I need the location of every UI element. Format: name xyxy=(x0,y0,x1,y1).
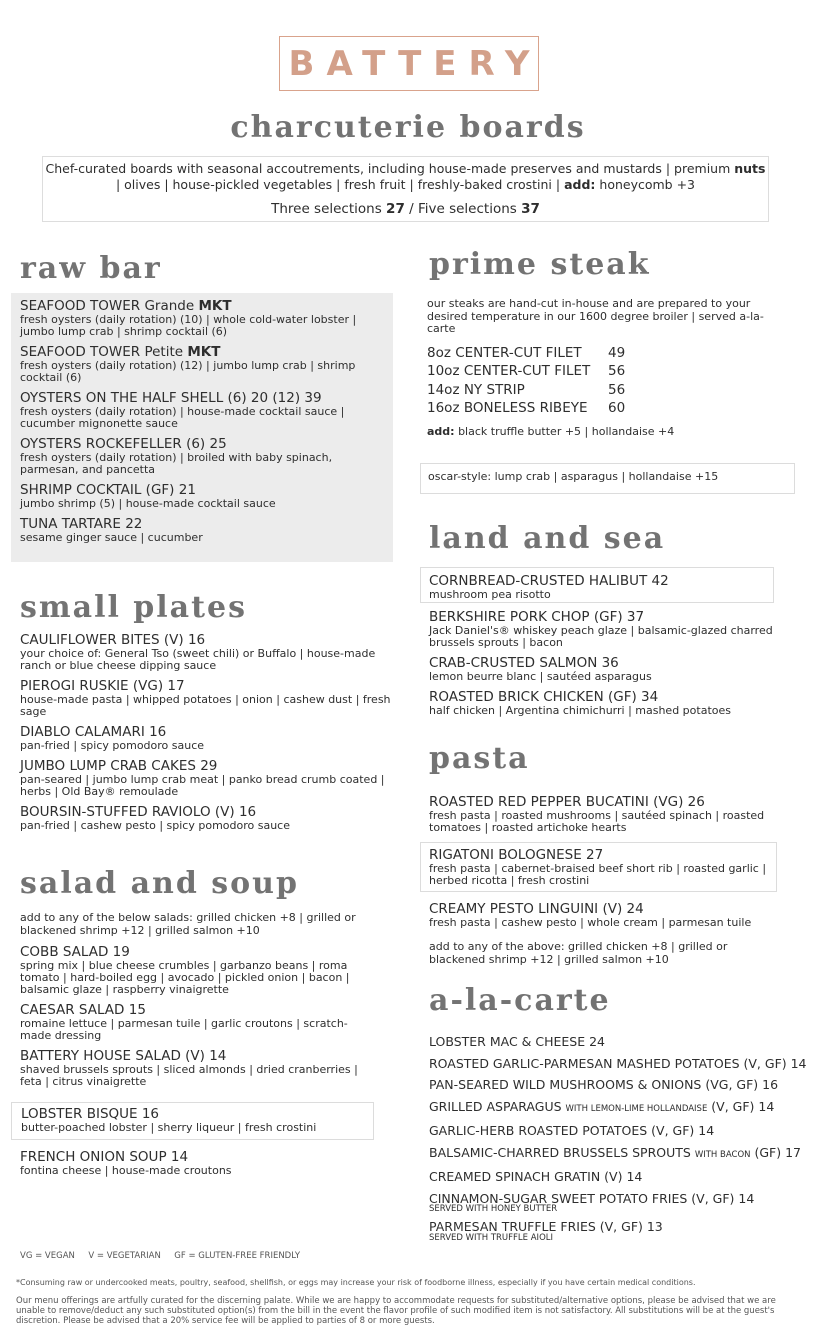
small-plates-section xyxy=(20,633,395,839)
menu-item: CAULIFLOWER BITES (V) 16 your choice of: General Tso (sweet chili) or Buffalo | house-made ranch or blue cheese dipping sauce xyxy=(20,632,376,672)
side-item: PAN-SEARED WILD MUSHROOMS & ONIONS (VG, GF) 16 xyxy=(429,1077,779,1092)
side-item: BALSAMIC-CHARRED BRUSSELS SPROUTS WITH BACON (GF) 17 xyxy=(429,1144,801,1160)
menu-item: CRAB-CRUSTED SALMON 36 lemon beurre blanc | sautéed asparagus xyxy=(429,655,652,683)
side-item: PARMESAN TRUFFLE FRIES (V, GF) 13 xyxy=(429,1219,663,1234)
steak-row: 16oz BONELESS RIBEYE 60 xyxy=(427,400,626,416)
oscar-style-box: oscar-style: lump crab | asparagus | hollandaise +15 xyxy=(420,463,795,494)
menu-item: OYSTERS ROCKEFELLER (6) 25 fresh oysters (daily rotation) | broiled with baby spinach, parmesan, and pancetta xyxy=(20,436,333,476)
prime-steak-section xyxy=(427,298,767,438)
menu-item: BERKSHIRE PORK CHOP (GF) 37 Jack Daniel's® whiskey peach glaze | balsamic-glazed charred brussels sprouts | bacon xyxy=(429,609,773,649)
steak-row: 14oz NY STRIP 56 xyxy=(427,381,626,398)
menu-item: PIEROGI RUSKIE (VG) 17 house-made pasta | whipped potatoes | onion | cashew dust | fresh sage xyxy=(20,678,391,718)
halibut-box: CORNBREAD-CRUSTED HALIBUT 42 mushroom pea risotto xyxy=(420,567,774,603)
charcuterie-selections: Three selections 27 / Five selections 37 xyxy=(271,201,540,217)
side-item: GARLIC-HERB ROASTED POTATOES (V, GF) 14 xyxy=(429,1123,715,1138)
side-item: GRILLED ASPARAGUS WITH LEMON-LIME HOLLANDAISE (V, GF) 14 xyxy=(429,1098,775,1114)
menu-item: OYSTERS ON THE HALF SHELL (6) 20 (12) 39 fresh oysters (daily rotation) | house-made cocktail sauce | cucumber mignonette sauce xyxy=(20,390,345,430)
side-item: LOBSTER MAC & CHEESE 24 xyxy=(429,1034,606,1049)
prime-steak-title: prime steak xyxy=(429,247,651,282)
menu-item: ROASTED BRICK CHICKEN (GF) 34 half chicken | Argentina chimichurri | mashed potatoes xyxy=(429,689,731,717)
land-sea-section xyxy=(429,610,779,724)
pasta-item-bucatini: ROASTED RED PEPPER BUCATINI (VG) 26 fresh pasta | roasted mushrooms | sautéed spinach | roasted tomatoes | roasted artichoke hearts xyxy=(429,794,765,834)
raw-bar-section xyxy=(11,293,393,562)
salad-add-note: add to any of the below salads: grilled chicken +8 | grilled or blackened shrimp +12 | grilled salmon +10 xyxy=(20,911,356,937)
menu-item: SHRIMP COCKTAIL (GF) 21 jumbo shrimp (5) | house-made cocktail sauce xyxy=(20,482,276,510)
pasta-title: pasta xyxy=(429,741,530,776)
pasta-add-note: add to any of the above: grilled chicken +8 | grilled or blackened shrimp +12 | grilled salmon +10 xyxy=(429,940,728,966)
brand-logo xyxy=(279,36,542,91)
charcuterie-box xyxy=(42,156,769,222)
rigatoni-box: RIGATONI BOLOGNESE 27 fresh pasta | cabernet-braised beef short rib | roasted garlic | herbed ricotta | fresh crostini xyxy=(420,842,777,892)
menu-item: TUNA TARTARE 22 sesame ginger sauce | cucumber xyxy=(20,516,203,544)
steak-row: 10oz CENTER-CUT FILET 56 xyxy=(427,363,626,379)
menu-item: BOURSIN-STUFFED RAVIOLO (V) 16 pan-fried | cashew pesto | spicy pomodoro sauce xyxy=(20,804,290,832)
side-item-note: SERVED WITH TRUFFLE AIOLI xyxy=(429,1232,553,1243)
menu-item: BATTERY HOUSE SALAD (V) 14 shaved brussels sprouts | sliced almonds | dried cranberries | feta | citrus vinaigrette xyxy=(20,1048,358,1088)
policy-note: Our menu offerings are artfully curated for the discerning palate. While we are happy to accommodate requests for substituted/alternative options, please be advised that we are unable to remove/deduct any such substituted option(s) from the bill in the event the flavor profile of such modified item is not satisfactory. All substitutions will be at the guest's discretion. Please be advised that a 20% service fee will be applied to parties of 8 or more guests. xyxy=(16,1296,776,1326)
side-item: CREAMED SPINACH GRATIN (V) 14 xyxy=(429,1169,643,1184)
land-sea-title: land and sea xyxy=(429,521,666,556)
a-la-carte-section xyxy=(429,1031,807,1245)
menu-item: SEAFOOD TOWER Grande MKT fresh oysters (daily rotation) (10) | whole cold-water lobster | jumbo lump crab | shrimp cocktail (6) xyxy=(20,298,357,338)
lobster-bisque-box: LOBSTER BISQUE 16 butter-poached lobster | sherry liqueur | fresh crostini xyxy=(11,1102,374,1140)
charcuterie-description: Chef-curated boards with seasonal accoutrements, including house-made preserves and mustards | premium nuts | olives | house-pickled vegetables | fresh fruit | freshly-baked crostini | add: honeycomb +3 xyxy=(45,161,766,192)
steak-add-ons: add: black truffle butter +5 | hollandaise +4 xyxy=(427,424,675,438)
salad-soup-title: salad and soup xyxy=(20,866,299,901)
side-item: CINNAMON-SUGAR SWEET POTATO FRIES (V, GF) 14 xyxy=(429,1190,755,1206)
charcuterie-title: charcuterie boards xyxy=(230,110,586,145)
menu-item: SEAFOOD TOWER Petite MKT fresh oysters (daily rotation) (12) | jumbo lump crab | shrimp cocktail (6) xyxy=(20,344,356,384)
steak-description: our steaks are hand-cut in-house and are prepared to your desired temperature in our 1600 degree broiler | served a-la-carte xyxy=(427,297,764,335)
a-la-carte-title: a-la-carte xyxy=(429,983,611,1018)
steak-row: 8oz CENTER-CUT FILET 49 xyxy=(427,344,626,361)
small-plates-title: small plates xyxy=(20,590,247,625)
side-item-note: SERVED WITH HONEY BUTTER xyxy=(429,1204,558,1214)
french-onion-item: FRENCH ONION SOUP 14 fontina cheese | house-made croutons xyxy=(20,1149,232,1177)
pasta-item-linguini: CREAMY PESTO LINGUINI (V) 24 fresh pasta | cashew pesto | whole cream | parmesan tuile add to any of the above: grilled chicken +8 | grilled or blackened shrimp +12 | grilled salmon +10 xyxy=(429,902,779,966)
menu-item: DIABLO CALAMARI 16 pan-fried | spicy pomodoro sauce xyxy=(20,724,205,752)
raw-bar-title: raw bar xyxy=(20,251,162,286)
diet-legend: VG = VEGAN V = VEGETARIAN GF = GLUTEN-FREE FRIENDLY xyxy=(20,1251,301,1261)
menu-item: JUMBO LUMP CRAB CAKES 29 pan-seared | jumbo lump crab meat | panko bread crumb coated | herbs | Old Bay® remoulade xyxy=(20,758,385,798)
salad-soup-section xyxy=(20,912,360,1095)
side-item: ROASTED GARLIC-PARMESAN MASHED POTATOES (V, GF) 14 xyxy=(429,1055,807,1071)
menu-item: COBB SALAD 19 spring mix | blue cheese crumbles | garbanzo beans | roma tomato | hard-boiled egg | avocado | pickled onion | bacon | balsamic glaze | raspberry vinaigrette xyxy=(20,944,350,996)
consumption-warning: *Consuming raw or undercooked meats, poultry, seafood, shellfish, or eggs may increase your risk of foodborne illness, especially if you have certain medical conditions. xyxy=(16,1278,696,1287)
brand-name: BATTERY xyxy=(288,43,542,84)
menu-item: CAESAR SALAD 15 romaine lettuce | parmesan tuile | garlic croutons | scratch-made dressing xyxy=(20,1002,348,1042)
